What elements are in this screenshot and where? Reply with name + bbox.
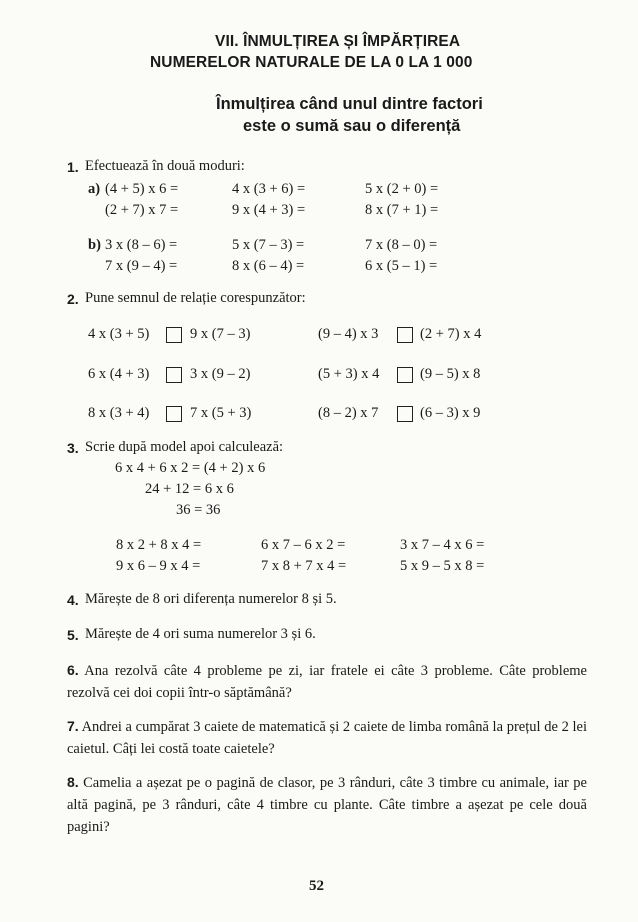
exercise-7 bbox=[67, 715, 587, 760]
exercise-3-expr: 9 x 6 – 9 x 4 = bbox=[116, 558, 201, 574]
exercise-8-text: Camelia a așezat pe o pagină de clasor, pe 3 rânduri, câte 3 timbre cu animale, iar pe altă pagină, pe 3 rânduri, câte 4 timbre cu plante. Câte timbre a așezat pe cele două pagini? bbox=[67, 775, 587, 835]
exercise-1-b-expr: 7 x (8 – 0) = bbox=[365, 237, 438, 253]
chapter-title-line2: NUMERELOR NATURALE DE LA 0 LA 1 000 bbox=[150, 54, 473, 71]
relation-box[interactable] bbox=[166, 327, 182, 343]
exercise-3-number: 3. bbox=[67, 440, 79, 456]
exercise-2-expr: (9 – 4) x 3 bbox=[318, 326, 379, 342]
exercise-1-b-expr: 7 x (9 – 4) = bbox=[105, 258, 178, 274]
exercise-1-a-label: a) bbox=[88, 181, 101, 197]
exercise-1-a-expr: 9 x (4 + 3) = bbox=[232, 202, 306, 218]
relation-box[interactable] bbox=[397, 406, 413, 422]
exercise-7-number: 7. bbox=[67, 718, 79, 734]
exercise-6-text: Ana rezolvă câte 4 probleme pe zi, iar fratele ei câte 3 probleme. Câte probleme rezolvă cei doi copii într-o săptămână? bbox=[67, 663, 587, 701]
exercise-1-a-expr: (2 + 7) x 7 = bbox=[105, 202, 179, 218]
chapter-title-line1: VII. ÎNMULȚIREA ȘI ÎMPĂRȚIREA bbox=[215, 33, 461, 50]
lesson-title-line2: este o sumă sau o diferență bbox=[243, 117, 461, 135]
exercise-5-number: 5. bbox=[67, 627, 79, 643]
exercise-1-b-label: b) bbox=[88, 237, 101, 253]
exercise-1-a-expr: 5 x (2 + 0) = bbox=[365, 181, 439, 197]
lesson-title-line1: Înmulțirea când unul dintre factori bbox=[216, 95, 483, 113]
exercise-3-expr: 7 x 8 + 7 x 4 = bbox=[261, 558, 347, 574]
exercise-1-number: 1. bbox=[67, 159, 79, 175]
exercise-1-b-expr: 3 x (8 – 6) = bbox=[105, 237, 178, 253]
exercise-2-expr: 7 x (5 + 3) bbox=[190, 405, 252, 421]
exercise-5-text: Mărește de 4 ori suma numerelor 3 și 6. bbox=[85, 626, 316, 642]
exercise-3-text: Scrie după model apoi calculează: bbox=[85, 439, 284, 455]
exercise-2-number: 2. bbox=[67, 291, 79, 307]
relation-box[interactable] bbox=[166, 406, 182, 422]
exercise-6 bbox=[67, 659, 587, 704]
exercise-2-expr: 9 x (7 – 3) bbox=[190, 326, 251, 342]
exercise-4-text: Mărește de 8 ori diferența numerelor 8 și 5. bbox=[85, 591, 337, 607]
exercise-8-number: 8. bbox=[67, 774, 79, 790]
exercise-3-expr: 6 x 7 – 6 x 2 = bbox=[261, 537, 346, 553]
exercise-6-number: 6. bbox=[67, 662, 79, 678]
exercise-2-text: Pune semnul de relație corespunzător: bbox=[85, 290, 306, 306]
exercise-1-a-expr: (4 + 5) x 6 = bbox=[105, 181, 179, 197]
exercise-2-expr: 8 x (3 + 4) bbox=[88, 405, 150, 421]
exercise-2-expr: (2 + 7) x 4 bbox=[420, 326, 482, 342]
relation-box[interactable] bbox=[397, 327, 413, 343]
exercise-1-a-expr: 4 x (3 + 6) = bbox=[232, 181, 306, 197]
page-number: 52 bbox=[309, 878, 324, 894]
exercise-3-expr: 5 x 9 – 5 x 8 = bbox=[400, 558, 485, 574]
relation-box[interactable] bbox=[397, 367, 413, 383]
exercise-2-expr: (5 + 3) x 4 bbox=[318, 366, 380, 382]
exercise-1-text: Efectuează în două moduri: bbox=[85, 158, 245, 174]
relation-box[interactable] bbox=[166, 367, 182, 383]
exercise-1-a-expr: 8 x (7 + 1) = bbox=[365, 202, 439, 218]
exercise-3-model-line: 24 + 12 = 6 x 6 bbox=[145, 481, 234, 497]
exercise-3-model-line: 6 x 4 + 6 x 2 = (4 + 2) x 6 bbox=[115, 460, 266, 476]
exercise-2-expr: (9 – 5) x 8 bbox=[420, 366, 481, 382]
exercise-7-text: Andrei a cumpărat 3 caiete de matematică și 2 caiete de limba română la prețul de 2 lei caietul. Câți lei costă toate caietele? bbox=[67, 719, 588, 757]
exercise-2-expr: 3 x (9 – 2) bbox=[190, 366, 251, 382]
exercise-2-expr: (6 – 3) x 9 bbox=[420, 405, 481, 421]
exercise-1-b-expr: 5 x (7 – 3) = bbox=[232, 237, 305, 253]
exercise-8 bbox=[67, 771, 587, 838]
exercise-1-b-expr: 8 x (6 – 4) = bbox=[232, 258, 305, 274]
exercise-3-expr: 8 x 2 + 8 x 4 = bbox=[116, 537, 202, 553]
exercise-1-b-expr: 6 x (5 – 1) = bbox=[365, 258, 438, 274]
exercise-4-number: 4. bbox=[67, 592, 79, 608]
exercise-2-expr: (8 – 2) x 7 bbox=[318, 405, 379, 421]
exercise-2-expr: 6 x (4 + 3) bbox=[88, 366, 150, 382]
exercise-3-expr: 3 x 7 – 4 x 6 = bbox=[400, 537, 485, 553]
exercise-2-expr: 4 x (3 + 5) bbox=[88, 326, 150, 342]
exercise-3-model-line: 36 = 36 bbox=[176, 502, 221, 518]
